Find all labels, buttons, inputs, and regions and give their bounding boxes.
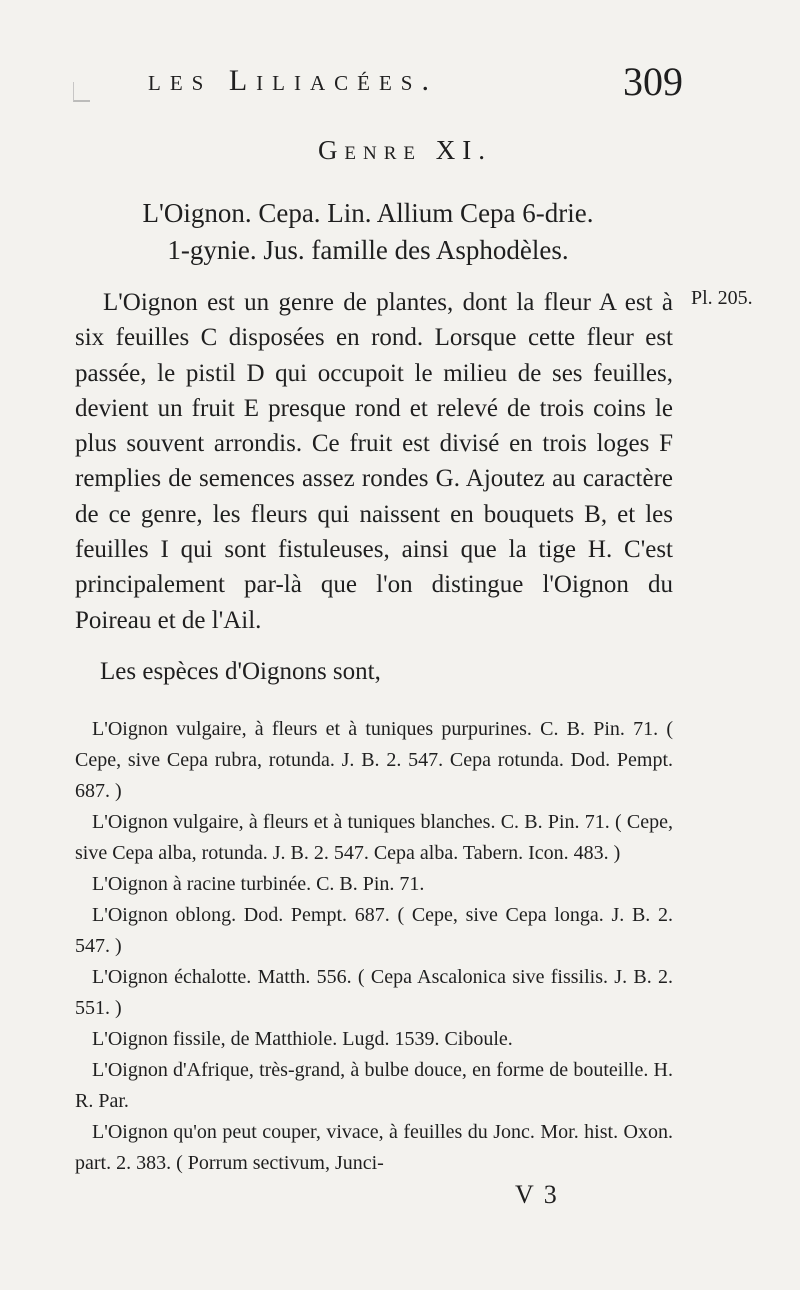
species-entry: L'Oignon oblong. Dod. Pempt. 687. ( Cepe, sive Cepa longa. J. B. 2. 547. ) (75, 904, 673, 957)
entry-title-line-2: 1-gynie. Jus. famille des Asphodèles. (167, 235, 569, 265)
signature-mark: V 3 (515, 1180, 559, 1209)
species-list (75, 714, 673, 1179)
genre-heading: Genre XI. (317, 135, 493, 165)
running-head-title: les Liliacées. (148, 64, 438, 97)
species-entry: L'Oignon à racine turbinée. C. B. Pin. 71. (92, 873, 425, 895)
species-entry: L'Oignon qu'on peut couper, vivace, à feuilles du Jonc. Mor. hist. Oxon. part. 2. 383. ( Porrum sectivum, Junci- (75, 1121, 673, 1174)
species-entry: L'Oignon échalotte. Matth. 556. ( Cepa Ascalonica sive fissilis. J. B. 2. 551. ) (75, 966, 673, 1019)
running-head (118, 58, 683, 108)
entry-title-line-1: L'Oignon. Cepa. Lin. Allium Cepa 6-drie. (142, 198, 594, 228)
entry-title (58, 195, 678, 269)
library-stamp-mark (73, 82, 90, 102)
description-paragraph (75, 285, 673, 638)
species-heading: Les espèces d'Oignons sont, (100, 658, 381, 685)
plate-reference: Pl. 205. (691, 287, 753, 309)
species-entry: L'Oignon fissile, de Matthiole. Lugd. 1539. Ciboule. (92, 1028, 513, 1050)
description-text: L'Oignon est un genre de plantes, dont la fleur A est à six feuilles C disposées en rond. Lorsque cette fleur est passée, le pistil D qui occupoit le milieu de ses feuilles, devient un fruit E presque rond et relevé de trois coins le plus souvent arrondis. Ce fruit est divisé en trois loges F remplies de semences assez rondes G. Ajoutez au caractère de ce genre, les fleurs qui naissent en bouquets B, et les feuilles I qui sont fistuleuses, ainsi que la tige H. C'est principalement par-là que l'on distingue l'Oignon du Poireau et de l'Ail. (75, 289, 673, 634)
species-entry: L'Oignon vulgaire, à fleurs et à tuniques purpurines. C. B. Pin. 71. ( Cepe, sive Cepa rubra, rotunda. J. B. 2. 547. Cepa rotunda. Dod. Pempt. 687. ) (75, 718, 673, 802)
species-entry: L'Oignon d'Afrique, très-grand, à bulbe douce, en forme de bouteille. H. R. Par. (75, 1059, 673, 1112)
species-entry: L'Oignon vulgaire, à fleurs et à tuniques blanches. C. B. Pin. 71. ( Cepe, sive Cepa alba, rotunda. J. B. 2. 547. Cepa alba. Tabern. Icon. 483. ) (75, 811, 673, 864)
page-number: 309 (623, 59, 683, 104)
